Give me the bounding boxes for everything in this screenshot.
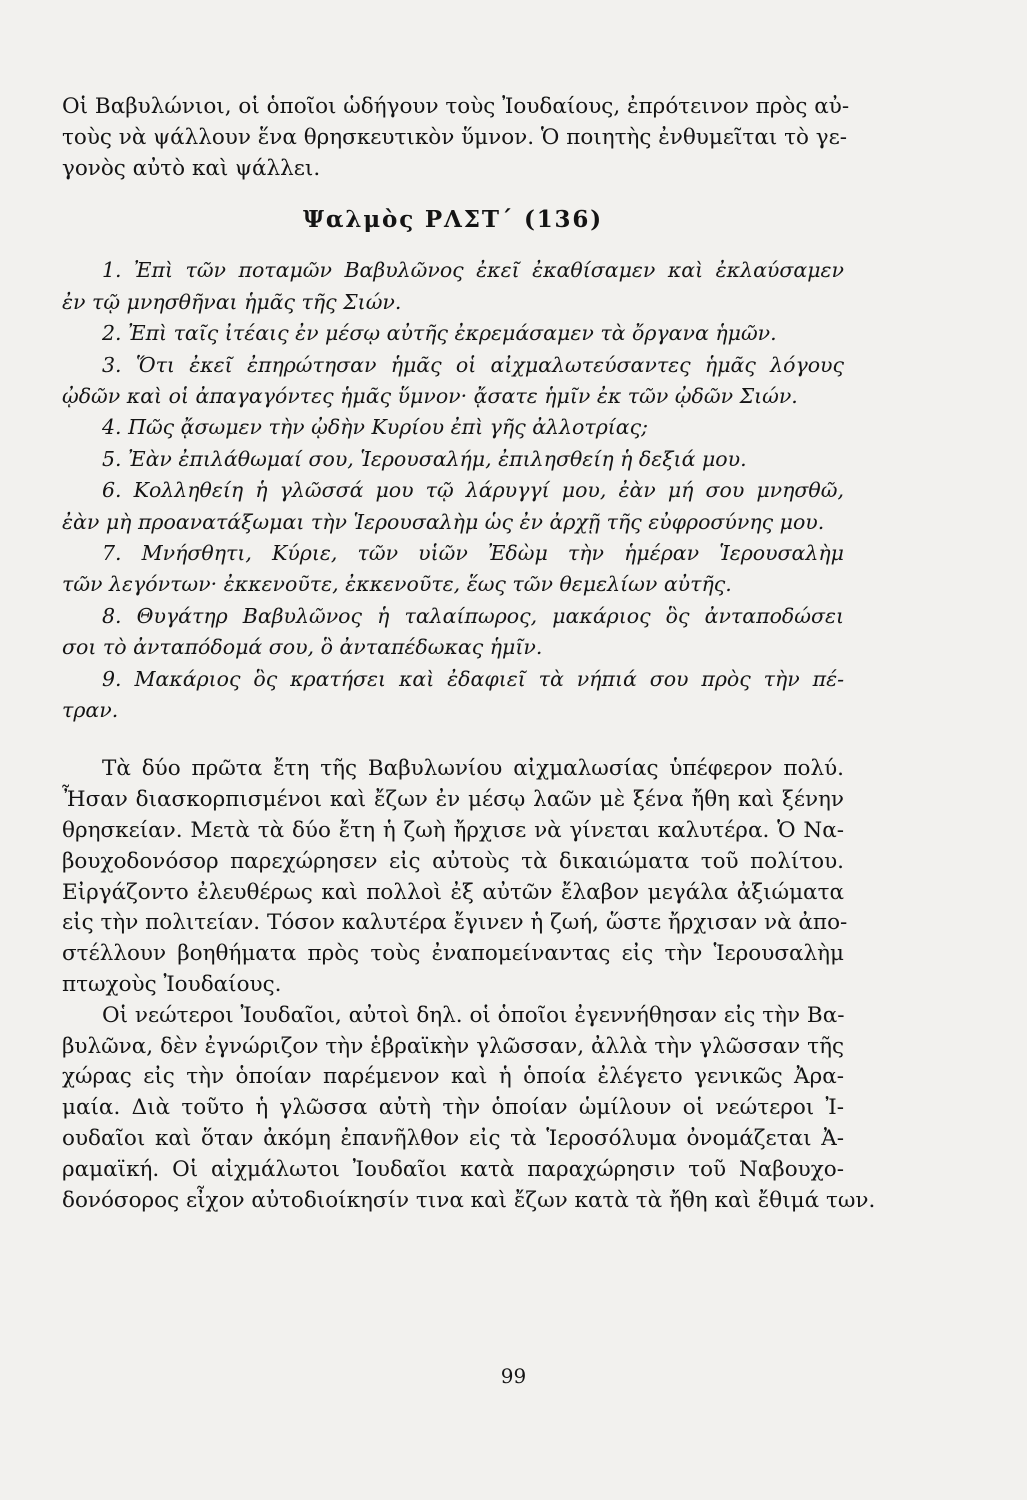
verse-line: 4. Πῶς ᾄσωμεν τὴν ᾠδὴν Κυρίου ἐπὶ γῆς ἀλλοτρίας; bbox=[102, 415, 649, 440]
verse-line: ἐὰν μὴ προανατάξωμαι τὴν Ἱερουσαλὴμ ὡς ἐν ἀρχῇ τῆς εὐφροσύνης μου. bbox=[62, 509, 825, 534]
prose-paragraph bbox=[62, 754, 848, 1000]
verse-line: 1. Ἐπὶ τῶν ποταμῶν Βαβυλῶνος ἐκεῖ ἐκαθίσαμεν καὶ ἐκλαύσαμεν bbox=[102, 258, 844, 283]
verse-line: 5. Ἐὰν ἐπιλάθωμαί σου, Ἱερουσαλήμ, ἐπιλησθείη ἡ δεξιά μου. bbox=[102, 446, 747, 471]
text-line: Οἱ Βαβυλώνιοι, οἱ ὁποῖοι ὡδήγουν τοὺς Ἰουδαίους, ἐπρότεινον πρὸς αὐ- bbox=[62, 94, 850, 119]
text-line: Ἦσαν διασκορπισμένοι καὶ ἔζων ἐν μέσῳ λαῶν μὲ ξένα ἤθη καὶ ξένην bbox=[62, 787, 844, 813]
psalm-heading: Ψαλμὸς ΡΛΣΤ΄ (136) bbox=[303, 206, 603, 234]
text-line: τοὺς νὰ ψάλλουν ἕνα θρησκευτικὸν ὕμνον. Ὁ ποιητὴς ἐνθυμεῖται τὸ γε- bbox=[62, 124, 848, 150]
text-line: Τὰ δύο πρῶτα ἔτη τῆς Βαβυλωνίου αἰχμαλωσίας ὑπέφερον πολύ. bbox=[102, 756, 844, 782]
verse-line: 3. Ὅτι ἐκεῖ ἐπηρώτησαν ἡμᾶς οἱ αἰχμαλωτεύσαντες ἡμᾶς λόγους bbox=[102, 352, 844, 377]
book-page bbox=[62, 92, 876, 1216]
text-line: χώρας εἰς τὴν ὁποίαν παρέμενον καὶ ἡ ὁποία ἐλέγετο γενικῶς Ἀρα- bbox=[62, 1064, 844, 1090]
text-line: δονόσορος εἶχον αὐτοδιοίκησίν τινα καὶ ἔζων κατὰ τὰ ἤθη καὶ ἔθιμά των. bbox=[62, 1187, 876, 1213]
text-line: Οἱ νεώτεροι Ἰουδαῖοι, αὐτοὶ δηλ. οἱ ὁποῖοι ἐγεννήθησαν εἰς τὴν Βα- bbox=[102, 1002, 845, 1028]
verse-line: 8. Θυγάτηρ Βαβυλῶνος ἡ ταλαίπωρος, μακάριος ὃς ἀνταποδώσει bbox=[102, 603, 844, 628]
verse-line: 2. Ἐπὶ ταῖς ἰτέαις ἐν μέσῳ αὐτῆς ἐκρεμάσαμεν τὰ ὄργανα ἡμῶν. bbox=[102, 321, 777, 346]
verse-line: σοι τὸ ἀνταπόδομά σου, ὃ ἀνταπέδωκας ἡμῖν. bbox=[62, 635, 543, 660]
verse-line: ἐν τῷ μνησθῆναι ἡμᾶς τῆς Σιών. bbox=[62, 289, 402, 314]
text-line: στέλλουν βοηθήματα πρὸς τοὺς ἐναπομείναντας εἰς τὴν Ἱερουσαλὴμ bbox=[62, 941, 844, 967]
verse-line: 6. Κολληθείη ἡ γλῶσσά μου τῷ λάρυγγί μου, ἐὰν μή σου μνησθῶ, bbox=[102, 478, 844, 503]
intro-paragraph bbox=[62, 92, 850, 184]
psalm-verses bbox=[62, 255, 844, 726]
verse-line: ᾠδῶν καὶ οἱ ἀπαγαγόντες ἡμᾶς ὕμνον· ᾄσατε ἡμῖν ἐκ τῶν ᾠδῶν Σιών. bbox=[62, 384, 798, 409]
page-number: 99 bbox=[500, 1364, 527, 1388]
text-line: βουχοδονόσορ παρεχώρησεν εἰς αὐτοὺς τὰ δικαιώματα τοῦ πολίτου. bbox=[62, 848, 844, 874]
text-line: ραμαϊκή. Οἱ αἰχμάλωτοι Ἰουδαῖοι κατὰ παραχώρησιν τοῦ Ναβουχο- bbox=[62, 1156, 844, 1182]
prose-paragraph bbox=[62, 1001, 876, 1217]
text-line: ουδαῖοι καὶ ὅταν ἀκόμη ἐπανῆλθον εἰς τὰ Ἱεροσόλυμα ὀνομάζεται Ἀ- bbox=[62, 1126, 844, 1152]
text-line: βυλῶνα, δὲν ἐγνώριζον τὴν ἑβραϊκὴν γλῶσσαν, ἀλλὰ τὴν γλῶσσαν τῆς bbox=[62, 1033, 844, 1059]
text-line: εἰς τὴν πολιτείαν. Τόσον καλυτέρα ἔγινεν ἡ ζωή, ὥστε ἤρχισαν νὰ ἀπο- bbox=[62, 910, 848, 936]
verse-line: 7. Μνήσθητι, Κύριε, τῶν υἱῶν Ἐδὼμ τὴν ἡμέραν Ἱερουσαλὴμ bbox=[102, 541, 844, 566]
text-line: γονὸς αὐτὸ καὶ ψάλλει. bbox=[62, 155, 321, 181]
text-line: μαία. Διὰ τοῦτο ἡ γλῶσσα αὐτὴ τὴν ὁποίαν ὡμίλουν οἱ νεώτεροι Ἰ- bbox=[62, 1095, 844, 1121]
prose-section bbox=[62, 754, 876, 1216]
text-line: Εἰργάζοντο ἐλευθέρως καὶ πολλοὶ ἐξ αὐτῶν ἔλαβον μεγάλα ἀξιώματα bbox=[62, 879, 844, 905]
text-line: θρησκείαν. Μετὰ τὰ δύο ἔτη ἡ ζωὴ ἤρχισε νὰ γίνεται καλυτέρα. Ὁ Να- bbox=[62, 818, 844, 844]
verse-line: 9. Μακάριος ὃς κρατήσει καὶ ἐδαφιεῖ τὰ νήπιά σου πρὸς τὴν πέ- bbox=[102, 666, 844, 691]
verse-line: τραν. bbox=[62, 698, 119, 723]
text-line: πτωχοὺς Ἰουδαίους. bbox=[62, 972, 282, 998]
verse-line: τῶν λεγόντων· ἐκκενοῦτε, ἐκκενοῦτε, ἕως τῶν θεμελίων αὐτῆς. bbox=[62, 572, 732, 597]
